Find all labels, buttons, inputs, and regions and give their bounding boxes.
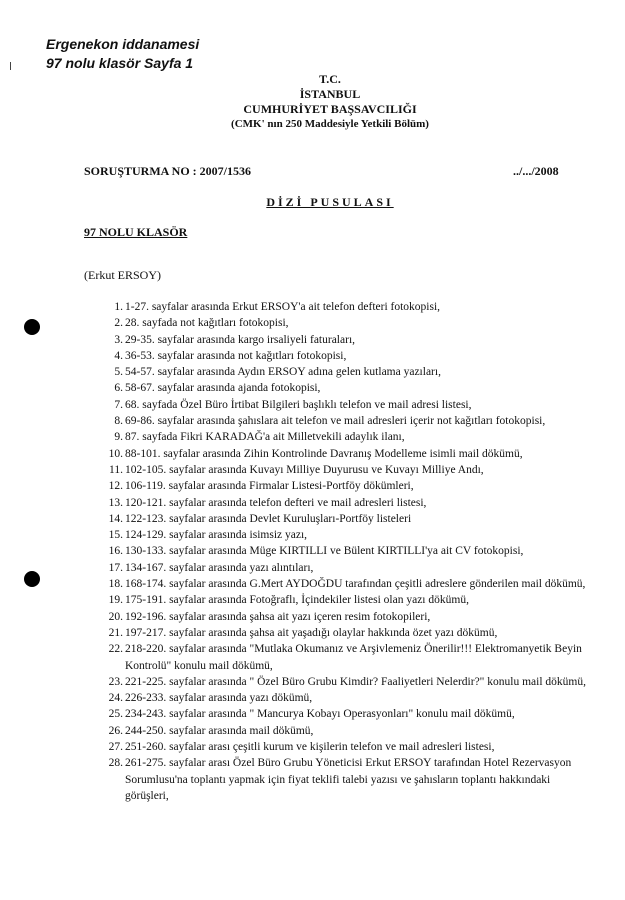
- item-number: 23.: [108, 675, 123, 688]
- item-number: 28.: [108, 757, 123, 770]
- list-item: [0, 413, 625, 429]
- item-text: 102-105. sayfalar arasında Kuvayı Milliye Duyurusu ve Kuvayı Milliye Andı,: [125, 463, 484, 476]
- item-text: 1-27. sayfalar arasında Erkut ERSOY'a ait telefon defteri fotokopisi,: [125, 301, 441, 313]
- item-text: 68. sayfada Özel Büro İrtibat Bilgileri başlıklı telefon ve mail adresi listesi,: [125, 398, 472, 411]
- item-number: 19.: [108, 594, 123, 607]
- list-item: [0, 380, 625, 396]
- item-text: 28. sayfada not kağıtları fotokopisi,: [125, 317, 289, 330]
- item-number: 26.: [108, 724, 123, 737]
- item-text: 29-35. sayfalar arasında kargo irsaliyeli faturaları,: [125, 333, 356, 346]
- item-number: 25.: [108, 708, 123, 721]
- institution-line-2: İSTANBUL: [299, 87, 361, 101]
- item-text: 54-57. sayfalar arasında Aydın ERSOY adına gelen kutlama yazıları,: [125, 366, 441, 379]
- header-line-1: Ergenekon iddanamesi: [46, 36, 200, 52]
- item-number: 4.: [114, 349, 123, 362]
- item-text: 120-121. sayfalar arasında telefon defteri ve mail adresleri listesi,: [125, 496, 427, 509]
- list-item: [0, 739, 625, 755]
- institution-line-3: CUMHURİYET BAŞSAVCILIĞI: [243, 102, 417, 116]
- list-item: [0, 446, 625, 462]
- item-text: 168-174. sayfalar arasında G.Mert AYDOĞDU tarafından çeşitli adreslere gönderilen mail dökümü,: [125, 578, 586, 591]
- item-text: 106-119. sayfalar arasında Firmalar Listesi-Portföy dökümleri,: [125, 480, 414, 493]
- item-text: 234-243. sayfalar arasında " Mancurya Kobayı Operasyonları" konulu mail dökümü,: [125, 708, 515, 721]
- item-number: 2.: [114, 317, 123, 330]
- item-list: [0, 299, 625, 804]
- document-title: DİZİ PUSULASI: [266, 195, 394, 209]
- item-number: 7.: [114, 398, 123, 411]
- item-text: 124-129. sayfalar arasında isimsiz yazı,: [125, 529, 308, 542]
- item-text: 130-133. sayfalar arasında Müge KIRTILLI ve Bülent KIRTILLI'ya ait CV fotokopisi,: [125, 545, 524, 558]
- item-number: 15.: [108, 529, 123, 542]
- item-text: 36-53. sayfalar arasında not kağıtları fotokopisi,: [125, 349, 347, 362]
- item-number: 27.: [108, 741, 123, 754]
- item-text: 221-225. sayfalar arasında " Özel Büro Grubu Kimdir? Faaliyetleri Nelerdir?" konulu mail dökümü,: [125, 675, 586, 688]
- list-item: [0, 576, 625, 592]
- item-text: 218-220. sayfalar arasında "Mutlaka Okumanız ve Arşivlemeniz Önerilir!!! Elektromanyetik Beyin Kontrolü" konulu mail dökümü,: [125, 643, 582, 672]
- item-number: 10.: [108, 447, 123, 460]
- list-item: [0, 560, 625, 576]
- list-item: [0, 332, 625, 348]
- case-date: ../.../2008: [513, 164, 559, 178]
- item-number: 1.: [114, 301, 123, 313]
- item-number: 14.: [108, 512, 123, 525]
- item-text: 175-191. sayfalar arasında Fotoğraflı, İçindekiler listesi olan yazı dökümü,: [125, 594, 469, 607]
- item-number: 12.: [108, 480, 123, 493]
- case-number: SORUŞTURMA NO : 2007/1536: [84, 164, 252, 178]
- item-number: 16.: [108, 545, 123, 558]
- item-text: 251-260. sayfalar arası çeşitli kurum ve kişilerin telefon ve mail adresleri listesi,: [125, 741, 495, 754]
- list-item: [0, 348, 625, 364]
- item-text: 261-275. sayfalar arası Özel Büro Grubu Yöneticisi Erkut ERSOY tarafından Hotel Rezervasyon Sorumlusu'na toplantı yapmak için fiyat teklifi talebi yazısı ve şahısların toplantı hakkındaki görüşleri,: [125, 757, 572, 802]
- list-item: [0, 609, 625, 625]
- list-item: [0, 592, 625, 608]
- item-text: 134-167. sayfalar arasında yazı alıntıları,: [125, 561, 314, 574]
- list-item: [0, 299, 625, 315]
- item-number: 22.: [108, 643, 123, 656]
- item-text: 197-217. sayfalar arasında şahsa ait yaşadığı olaylar hakkında özet yazı dökümü,: [125, 626, 498, 639]
- item-number: 24.: [108, 692, 123, 705]
- item-number: 11.: [109, 463, 123, 476]
- institution-line-1: T.C.: [319, 72, 341, 86]
- list-item: [0, 527, 625, 543]
- item-number: 5.: [114, 366, 123, 379]
- list-item: [0, 397, 625, 413]
- item-number: 21.: [108, 626, 123, 639]
- item-number: 17.: [108, 561, 123, 574]
- item-number: 20.: [108, 610, 123, 623]
- list-item: [0, 495, 625, 511]
- list-item: [0, 462, 625, 478]
- item-text: 192-196. sayfalar arasında şahsa ait yazı içeren resim fotokopileri,: [125, 610, 431, 623]
- margin-mark: [10, 62, 11, 70]
- list-item: [0, 543, 625, 559]
- item-number: 13.: [108, 496, 123, 509]
- list-item: [0, 641, 625, 674]
- list-item: [0, 625, 625, 641]
- item-number: 6.: [114, 382, 123, 395]
- list-item: [0, 315, 625, 331]
- list-item: [0, 723, 625, 739]
- header-line-2: 97 nolu klasör Sayfa 1: [46, 55, 194, 71]
- list-item: [0, 674, 625, 690]
- item-text: 69-86. sayfalar arasında şahıslara ait telefon ve mail adresleri içerir not kağıtları fotokopisi,: [125, 415, 546, 428]
- list-item: [0, 690, 625, 706]
- list-item: [0, 478, 625, 494]
- item-text: 122-123. sayfalar arasında Devlet Kuruluşları-Portföy listeleri: [125, 512, 412, 525]
- list-item: [0, 511, 625, 527]
- item-number: 9.: [114, 431, 123, 444]
- list-item: [0, 706, 625, 722]
- item-text: 226-233. sayfalar arasında yazı dökümü,: [125, 692, 313, 705]
- item-text: 87. sayfada Fikri KARADAĞ'a ait Milletvekili adaylık ilanı,: [125, 431, 405, 444]
- item-number: 3.: [114, 333, 123, 346]
- list-item: [0, 429, 625, 445]
- list-item: [0, 755, 625, 804]
- item-number: 8.: [114, 415, 123, 428]
- folder-title: 97 NOLU KLASÖR: [84, 225, 188, 239]
- item-number: 18.: [108, 578, 123, 591]
- person-name: (Erkut ERSOY): [84, 268, 161, 282]
- item-text: 58-67. sayfalar arasında ajanda fotokopisi,: [125, 382, 321, 395]
- item-text: 244-250. sayfalar arasında mail dökümü,: [125, 724, 314, 737]
- list-item: [0, 364, 625, 380]
- institution-line-4: (CMK' nın 250 Maddesiyle Yetkili Bölüm): [231, 118, 429, 130]
- item-text: 88-101. sayfalar arasında Zihin Kontrolinde Davranış Modelleme isimli mail dökümü,: [125, 447, 523, 460]
